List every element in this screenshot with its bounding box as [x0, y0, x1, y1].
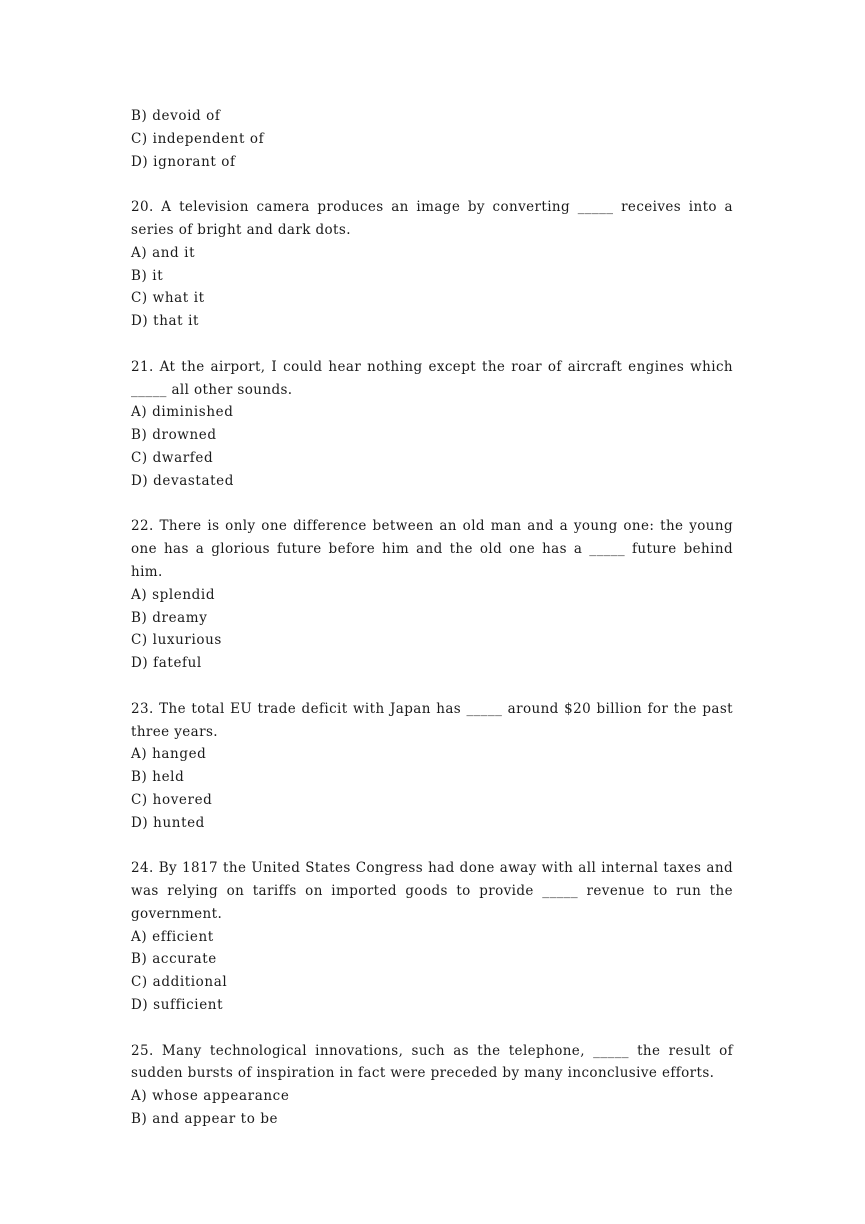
option-19-c: C) independent of	[131, 130, 265, 147]
option-c: C) dwarfed	[131, 449, 214, 466]
question-stem: 20. A television camera produces an image by converting _____ receives into a series of bright and dark dots.	[131, 199, 733, 238]
option-b: B) held	[131, 769, 185, 786]
option-c: C) additional	[131, 974, 228, 991]
option-d: D) sufficient	[131, 997, 224, 1014]
option-c: C) hovered	[131, 791, 213, 808]
option-a: A) diminished	[131, 404, 234, 421]
option-d: D) devastated	[131, 472, 234, 489]
question-21	[131, 356, 733, 493]
question-stem: 23. The total EU trade deficit with Japan has _____ around $20 billion for the past three years.	[131, 700, 733, 740]
option-c: C) what it	[131, 290, 205, 307]
option-b: B) and appear to be	[131, 1111, 279, 1128]
question-stem: 25. Many technological innovations, such as the telephone, _____ the result of sudden bursts of inspiration in fact were preceded by many inconclusive efforts.	[131, 1042, 733, 1082]
option-19-d: D) ignorant of	[131, 153, 236, 170]
question-25	[131, 1040, 733, 1131]
question-24	[131, 857, 733, 1017]
option-c: C) luxurious	[131, 632, 222, 649]
document-page	[131, 105, 733, 1131]
question-stem: 24. By 1817 the United States Congress had done away with all internal taxes and was relying on tariffs on imported goods to provide _____ revenue to run the government.	[131, 860, 733, 922]
option-d: D) fateful	[131, 655, 202, 672]
option-19-b: B) devoid of	[131, 108, 221, 124]
question-23	[131, 698, 733, 835]
option-d: D) that it	[131, 313, 200, 330]
option-d: D) hunted	[131, 814, 205, 831]
option-b: B) it	[131, 267, 164, 284]
question-22	[131, 515, 733, 675]
option-a: A) whose appearance	[131, 1088, 290, 1105]
question-20	[131, 196, 733, 333]
option-b: B) accurate	[131, 951, 217, 968]
option-a: A) and it	[131, 244, 196, 261]
question-stem: 21. At the airport, I could hear nothing except the roar of aircraft engines which _____ all other sounds.	[131, 358, 733, 398]
option-b: B) drowned	[131, 427, 217, 444]
question-stem: 22. There is only one difference between an old man and a young one: the young one has a glorious future before him and the old one has a _____ future behind him.	[131, 518, 733, 580]
option-a: A) efficient	[131, 928, 214, 945]
option-a: A) splendid	[131, 586, 216, 603]
option-b: B) dreamy	[131, 609, 208, 626]
option-a: A) hanged	[131, 746, 207, 763]
